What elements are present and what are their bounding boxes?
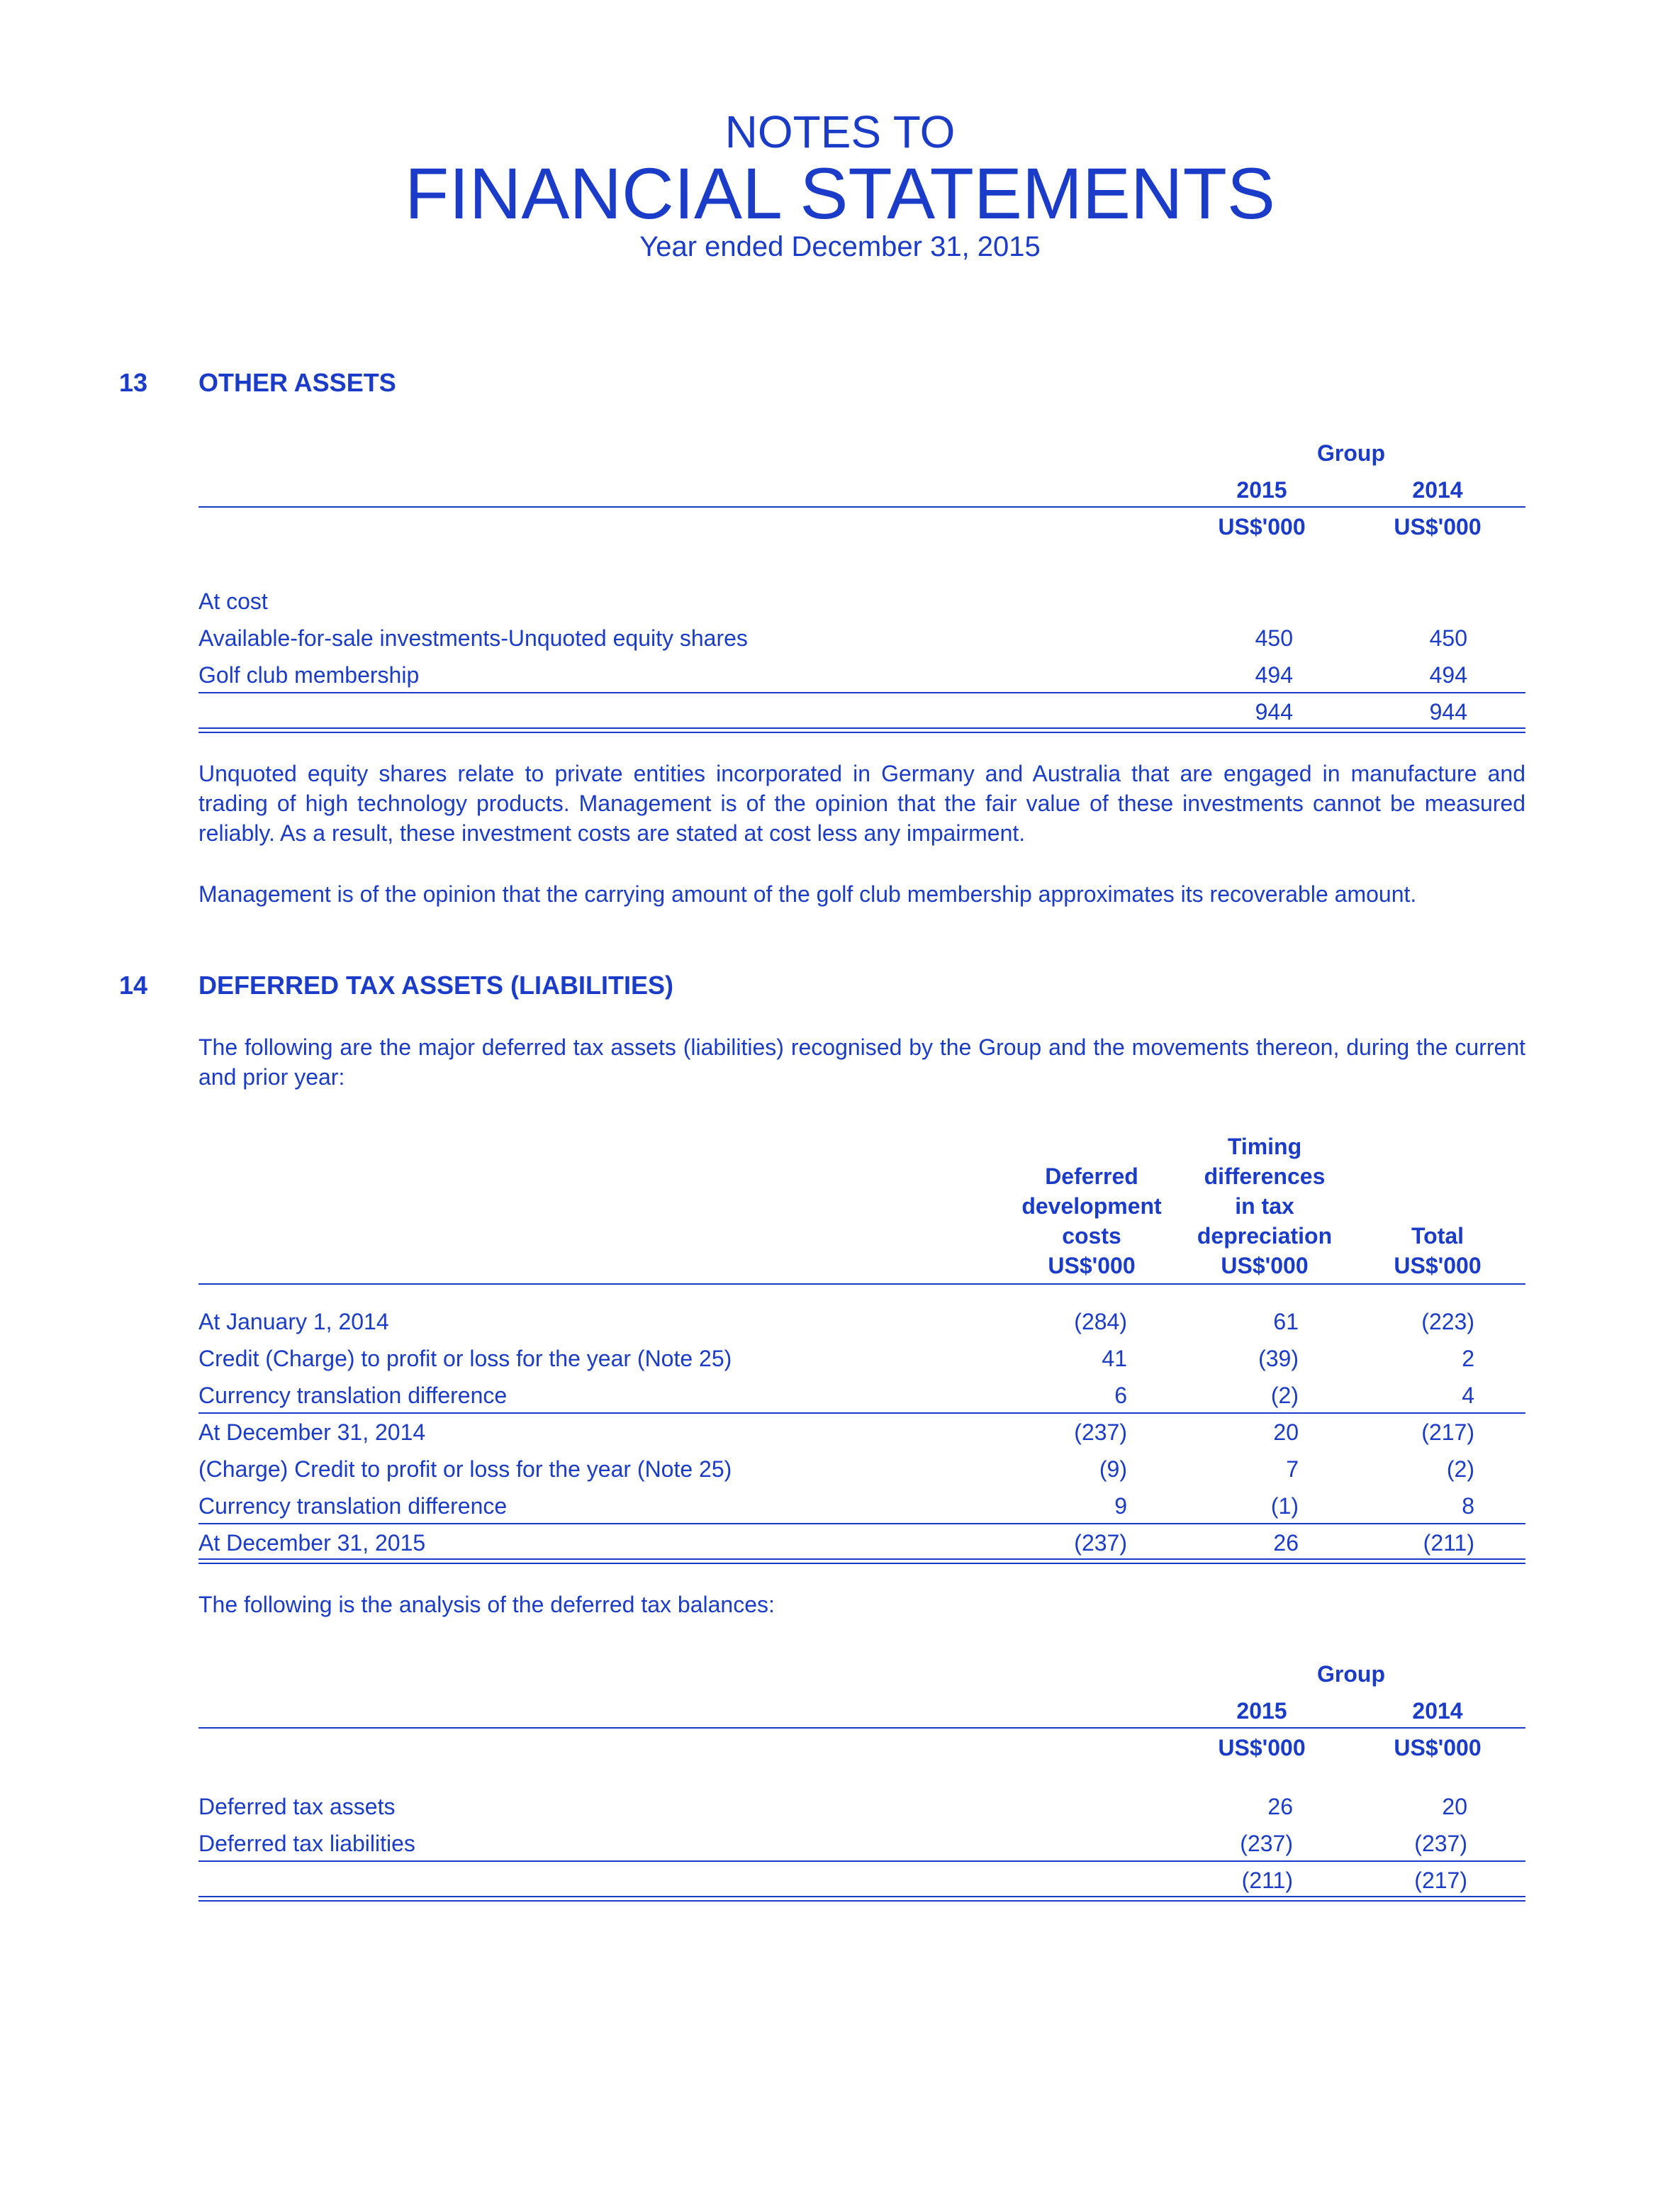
table-row <box>198 1451 1525 1487</box>
table-row <box>198 1377 1525 1414</box>
s14-closing-double-rule <box>198 1558 1525 1564</box>
col-total: Total US$'000 <box>1394 1223 1482 1278</box>
s14-analysis-header-rule <box>198 1727 1525 1729</box>
row-label: Deferred tax liabilities <box>198 1831 415 1856</box>
cell-deferred: (237) <box>1074 1530 1127 1556</box>
s13-year-2014: 2014 <box>1412 477 1463 503</box>
s14-unit-2015: US$'000 <box>1218 1735 1306 1760</box>
row-label: Currency translation difference <box>198 1383 508 1408</box>
cell-2014: 494 <box>1429 662 1467 688</box>
table-row <box>198 1340 1525 1377</box>
cell-deferred: (284) <box>1074 1309 1127 1334</box>
cell-timing: 20 <box>1273 1419 1299 1445</box>
header-notes-to: NOTES TO <box>724 106 956 157</box>
cell-total: (2) <box>1446 1456 1474 1482</box>
table-row <box>198 620 1525 657</box>
cell-timing: (1) <box>1270 1493 1299 1519</box>
cell-2015: 26 <box>1267 1794 1293 1819</box>
section-13-number: 13 <box>119 368 148 397</box>
row-label: At December 31, 2014 <box>198 1419 426 1445</box>
total-2014: (217) <box>1414 1868 1467 1893</box>
table-row <box>198 1788 1525 1825</box>
cell-2015: 494 <box>1255 662 1293 688</box>
s13-header-rule <box>198 506 1525 508</box>
cell-2015: (237) <box>1240 1831 1293 1856</box>
s13-caption-row <box>198 583 1525 620</box>
cell-timing: (39) <box>1258 1346 1299 1371</box>
row-label: Golf club membership <box>198 662 420 688</box>
row-label: Available-for-sale investments-Unquoted equity shares <box>198 625 748 651</box>
s14-analysis-intro: The following is the analysis of the deferred tax balances: <box>198 1592 775 1617</box>
table-total-row <box>198 693 1525 730</box>
s13-group-label: Group <box>1317 440 1385 466</box>
cell-timing: 61 <box>1273 1309 1299 1334</box>
s13-paragraph-2: Management is of the opinion that the carrying amount of the golf club membership approximates its recoverable amount. <box>198 881 1417 907</box>
s14-year-2015: 2015 <box>1236 1698 1287 1724</box>
s13-paragraph-1: Unquoted equity shares relate to private entities incorporated in Germany and Australia that are engaged in manufacture and trading of high technology products. Management is of the opinion that the fair value of these investments cannot be measured reliably. As a result, these investment costs are stated at cost less any impairment. <box>198 761 1525 846</box>
s13-caption-at-cost: At cost <box>198 588 268 614</box>
row-label: Deferred tax assets <box>198 1794 396 1819</box>
cell-2014: 20 <box>1442 1794 1467 1819</box>
cell-total: 4 <box>1462 1383 1474 1408</box>
table-row <box>198 1487 1525 1524</box>
col-deferred-development: Deferred development costs US$'000 <box>1021 1163 1162 1278</box>
s14-header-rule <box>198 1283 1525 1285</box>
cell-total: (223) <box>1421 1309 1474 1334</box>
row-label: At December 31, 2015 <box>198 1530 426 1556</box>
row-label: (Charge) Credit to profit or loss for the year (Note 25) <box>198 1456 732 1482</box>
table-row <box>198 1414 1525 1451</box>
s14-group-label: Group <box>1317 1661 1385 1687</box>
cell-total: (211) <box>1423 1530 1474 1556</box>
s13-total-double-rule <box>198 727 1525 733</box>
cell-deferred: (237) <box>1074 1419 1127 1445</box>
s13-unit-2014: US$'000 <box>1394 514 1482 540</box>
cell-deferred: 41 <box>1102 1346 1127 1371</box>
cell-2014: (237) <box>1414 1831 1467 1856</box>
total-2014: 944 <box>1429 699 1467 725</box>
header-financial-statements: FINANCIAL STATEMENTS <box>405 153 1275 234</box>
cell-timing: (2) <box>1270 1383 1299 1408</box>
s13-unit-2015: US$'000 <box>1218 514 1306 540</box>
cell-2015: 450 <box>1255 625 1293 651</box>
section-14-title: DEFERRED TAX ASSETS (LIABILITIES) <box>198 971 674 1000</box>
cell-total: 8 <box>1462 1493 1474 1519</box>
row-label: Credit (Charge) to profit or loss for the year (Note 25) <box>198 1346 732 1371</box>
total-2015: 944 <box>1255 699 1293 725</box>
col-timing-differences: Timing differences in tax depreciation US$'000 <box>1197 1134 1333 1278</box>
cell-total: (217) <box>1421 1419 1474 1445</box>
header-year-ended: Year ended December 31, 2015 <box>639 231 1041 262</box>
row-label: Currency translation difference <box>198 1493 508 1519</box>
table-row <box>198 1303 1525 1340</box>
cell-2014: 450 <box>1429 625 1467 651</box>
cell-deferred: (9) <box>1099 1456 1127 1482</box>
s14-year-2014: 2014 <box>1412 1698 1463 1724</box>
s14-analysis-double-rule <box>198 1896 1525 1902</box>
s14-unit-2014: US$'000 <box>1394 1735 1482 1760</box>
section-13-title: OTHER ASSETS <box>198 368 396 397</box>
s13-year-2015: 2015 <box>1236 477 1287 503</box>
table-row <box>198 1825 1525 1862</box>
cell-timing: 26 <box>1273 1530 1299 1556</box>
s14-intro: The following are the major deferred tax assets (liabilities) recognised by the Group and the movements thereon, during the current and prior year: <box>198 1034 1525 1090</box>
table-total-row <box>198 1862 1525 1899</box>
cell-deferred: 9 <box>1114 1493 1127 1519</box>
table-row <box>198 657 1525 693</box>
cell-timing: 7 <box>1286 1456 1299 1482</box>
row-label: At January 1, 2014 <box>198 1309 389 1334</box>
section-14-number: 14 <box>119 971 148 1000</box>
cell-deferred: 6 <box>1114 1383 1127 1408</box>
table-row <box>198 1524 1525 1561</box>
total-2015: (211) <box>1241 1868 1293 1893</box>
cell-total: 2 <box>1462 1346 1474 1371</box>
